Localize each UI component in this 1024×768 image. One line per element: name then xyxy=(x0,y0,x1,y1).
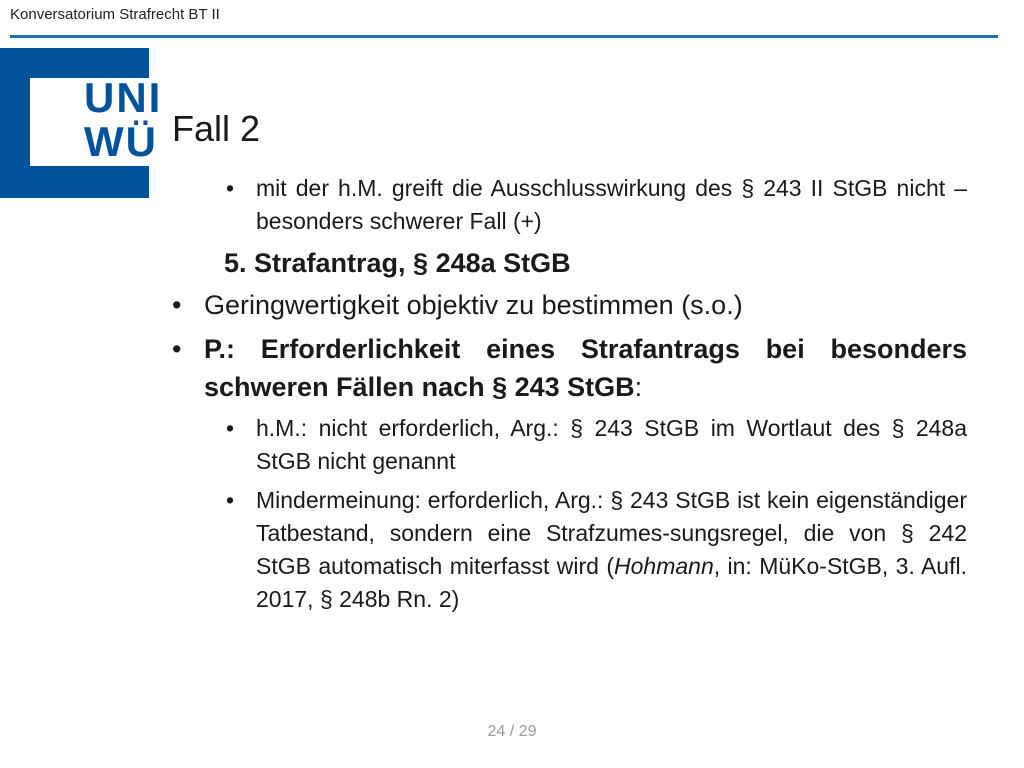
logo-wordmark xyxy=(84,76,162,164)
slide-content xyxy=(172,172,967,622)
page-number: 24 / 29 xyxy=(487,723,537,740)
list-item-text: mit der h.M. greift die Ausschlusswirkung des § 243 II StGB nicht – besonders schwerer Fall (+) xyxy=(256,175,967,234)
citation-rest: , in: MüKo-StGB, 3. Aufl. 2017, § 248b Rn. 2) xyxy=(256,553,967,612)
slide-title: Fall 2 xyxy=(172,108,261,149)
bullet-icon: • xyxy=(226,415,235,441)
list-item-text: Geringwertigkeit objektiv zu bestimmen (s.o.) xyxy=(204,290,743,320)
bullet-icon: • xyxy=(172,290,182,320)
list-item xyxy=(172,172,967,238)
citation-author: Hohmann xyxy=(614,553,714,579)
problem-statement: P.: Erforderlichkeit eines Strafantrags bei besonders schweren Fällen nach § 243 StGB xyxy=(204,334,967,402)
logo-line-1: UNI xyxy=(84,74,163,121)
list-item xyxy=(172,412,967,478)
list-item xyxy=(172,330,967,406)
list-item-text: Mindermeinung: erforderlich, Arg.: § 243 StGB ist kein eigenständiger Tatbestand, sondern eine Strafzumes-sungsregel, die von § 242 StGB automatisch miterfasst wird ( xyxy=(256,487,967,579)
problem-statement-suffix: : xyxy=(634,372,643,402)
bullet-icon: • xyxy=(226,175,235,201)
list-item xyxy=(172,484,967,616)
logo-line-2: WÜ xyxy=(84,118,158,165)
bullet-icon: • xyxy=(226,487,235,513)
header-divider xyxy=(10,35,998,38)
section-heading: 5. Strafantrag, § 248a StGB xyxy=(224,248,571,278)
header-title: Konversatorium Strafrecht BT II xyxy=(10,6,220,23)
list-item-text: h.M.: nicht erforderlich, Arg.: § 243 StGB im Wortlaut des § 248a StGB nicht genannt xyxy=(256,415,967,474)
bullet-icon: • xyxy=(172,334,182,364)
list-item xyxy=(172,286,967,324)
